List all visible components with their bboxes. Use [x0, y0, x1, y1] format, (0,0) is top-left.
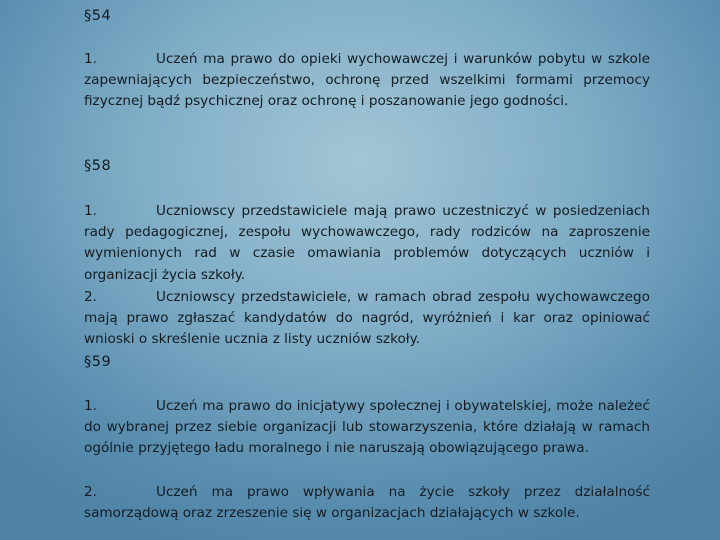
- section-heading-58: §58: [84, 158, 112, 174]
- paragraph-number: 2.: [84, 484, 97, 500]
- paragraph-text: Uczniowscy przedstawiciele, w ramach obrad zespołu wychowawczego mają prawo zgłaszać kandydatów do nagród, wyróżnień i kar oraz opiniować wnioski o skreślenie ucznia z listy uczniów szkoły.: [84, 289, 650, 348]
- paragraph-number: 1.: [84, 398, 97, 414]
- paragraph-59-2: [84, 482, 650, 524]
- paragraph-text: Uczniowscy przedstawiciele mają prawo uczestniczyć w posiedzeniach rady pedagogicznej, zespołu wychowawczego, rady rodziców na zaproszenie wymienionych rad w czasie omawiania problemów dotyczących uczniów i organizacji życia szkoły.: [84, 203, 650, 283]
- section-heading-59: §59: [84, 354, 112, 370]
- paragraph-text: Uczeń ma prawo do opieki wychowawczej i warunków pobytu w szkole zapewniających bezpieczeństwo, ochronę przed wszelkimi formami przemocy fizycznej bądź psychicznej oraz ochronę i poszanowanie jego godności.: [84, 51, 650, 110]
- paragraph-number: 1.: [84, 203, 97, 219]
- section-heading-54: §54: [84, 8, 112, 24]
- paragraph-58-1: [84, 201, 650, 286]
- paragraph-text: Uczeń ma prawo do inicjatywy społecznej i obywatelskiej, może należeć do wybranej przez siebie organizacji lub stowarzyszenia, które działają w ramach ogólnie przyjętego ładu moralnego i nie naruszają obowiązującego prawa.: [84, 398, 650, 457]
- paragraph-58-2: [84, 287, 650, 351]
- paragraph-number: 1.: [84, 51, 97, 67]
- paragraph-number: 2.: [84, 289, 97, 305]
- paragraph-text: Uczeń ma prawo wpływania na życie szkoły przez działalność samorządową oraz zrzeszenie się w organizacjach działających w szkole.: [84, 484, 650, 522]
- paragraph-59-1: [84, 396, 650, 460]
- paragraph-54-1: [84, 49, 650, 113]
